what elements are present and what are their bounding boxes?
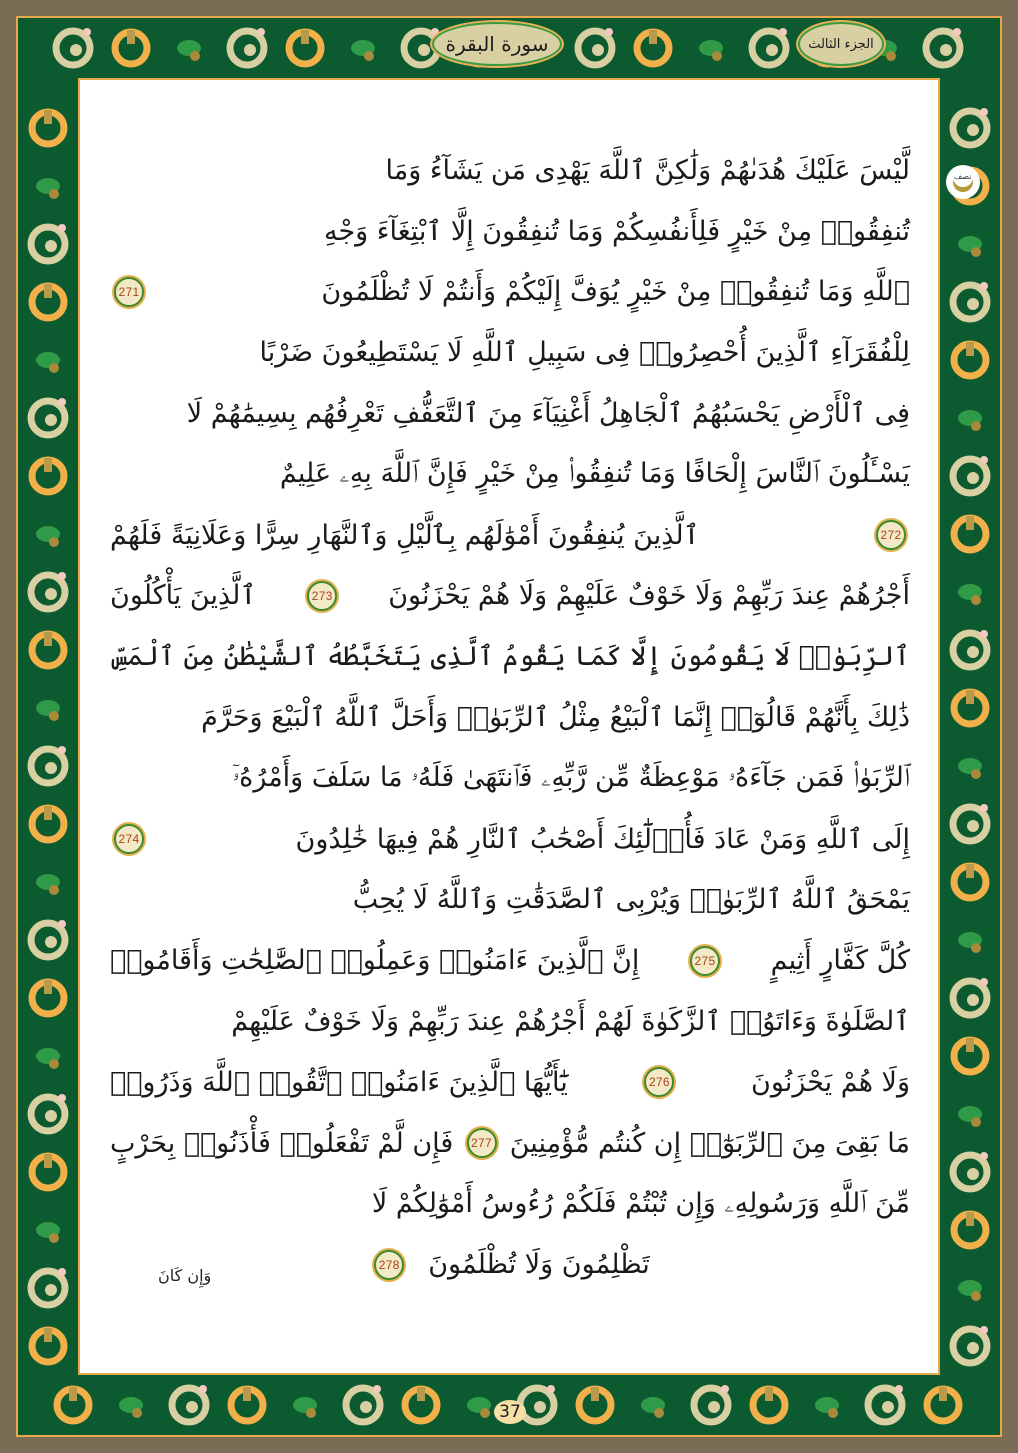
ayah-number-marker: 275 — [690, 946, 720, 976]
hizb-quarter-marker — [946, 165, 980, 199]
pearl-ornament — [721, 1385, 729, 1393]
scroll-ornament-core — [967, 1342, 979, 1354]
bud-ornament — [654, 1408, 664, 1418]
text-line — [110, 383, 910, 444]
ayah-number-marker: 278 — [374, 1250, 404, 1280]
pearl-ornament — [980, 282, 988, 290]
fleur-ornament — [44, 1154, 52, 1168]
pearl-ornament — [373, 1385, 381, 1393]
fleur-ornament — [243, 1387, 251, 1401]
verse-text: لِلْفُقَرَآءِ ٱلَّذِينَ أُحْصِرُوا۟ فِى سَبِيلِ ٱللَّهِ لَا يَسْتَطِيعُونَ ضَرْبًا — [259, 337, 910, 369]
verse-text: ٱلصَّلَوٰةَ وَءَاتَوُا۟ ٱلزَّكَوٰةَ لَهُمْ أَجْرُهُمْ عِندَ رَبِّهِمْ وَلَا خَوْفٌ عَلَيْهِمْ — [231, 1006, 910, 1038]
scroll-ornament-core — [534, 1401, 546, 1413]
bud-ornament — [49, 537, 59, 547]
pearl-ornament — [980, 1152, 988, 1160]
fleur-ornament — [966, 864, 974, 878]
pearl-ornament — [58, 1094, 66, 1102]
bud-ornament — [971, 247, 981, 257]
pearl-ornament — [58, 746, 66, 754]
pearl-ornament — [257, 28, 265, 36]
verse-text: إِلَى ٱللَّهِ وَمَنْ عَادَ فَأُو۟لَٰٓئِكَ أَصْحَٰبُ ٱلنَّارِ هُمْ فِيهَا خَٰلِدُونَ — [295, 823, 910, 855]
text-line — [110, 748, 910, 809]
fleur-ornament — [301, 30, 309, 44]
bud-ornament — [480, 1408, 490, 1418]
verse-text: فَإِن لَّمْ تَفْعَلُوا۟ فَأْذَنُوا۟ بِحَرْبٍ — [110, 1127, 454, 1159]
pearl-ornament — [547, 1385, 555, 1393]
scroll-ornament-core — [592, 44, 604, 56]
scroll-ornament-core — [967, 124, 979, 136]
bud-ornament — [971, 1117, 981, 1127]
scroll-ornament-core — [882, 1401, 894, 1413]
bud-ornament — [306, 1408, 316, 1418]
pearl-ornament — [980, 978, 988, 986]
bud-ornament — [190, 51, 200, 61]
scroll-ornament-core — [45, 1110, 57, 1122]
bud-ornament — [971, 595, 981, 605]
surah-name-cartouche — [432, 22, 562, 66]
pearl-ornament — [58, 572, 66, 580]
surah-name: سورة البقرة — [445, 32, 549, 56]
verse-text: مَا بَقِىَ مِنَ ٱلرِّبَوٰٓا۟ إِن كُنتُم مُّؤْمِنِينَ — [509, 1127, 910, 1159]
fleur-ornament — [939, 1387, 947, 1401]
text-line — [110, 870, 910, 931]
pearl-ornament — [980, 108, 988, 116]
bud-ornament — [971, 943, 981, 953]
text-line — [110, 1113, 910, 1174]
text-line — [110, 1052, 910, 1113]
bud-ornament — [828, 1408, 838, 1418]
bud-ornament — [971, 1291, 981, 1301]
scroll-ornament-core — [766, 44, 778, 56]
text-line — [110, 262, 910, 323]
fleur-ornament — [44, 1328, 52, 1342]
verse-text: يَسْـَٔلُونَ ٱلنَّاسَ إِلْحَافًا وَمَا تُنفِقُوا۟ مِنْ خَيْرٍ فَإِنَّ ٱللَّهَ بِهِۦ عَلِيمٌ — [279, 458, 910, 490]
text-line — [110, 809, 910, 870]
verse-text: ٱللَّهِ وَمَا تُنفِقُوا۟ مِنْ خَيْرٍ يُوَفَّ إِلَيْكُمْ وَأَنتُمْ لَا تُظْلَمُونَ — [321, 276, 910, 308]
verse-text: تَظْلِمُونَ وَلَا تُظْلَمُونَ — [428, 1249, 650, 1281]
text-line — [110, 444, 910, 505]
verse-text: كُلَّ كَفَّارٍ أَثِيمٍ — [770, 945, 910, 977]
page-number: 37 — [494, 1400, 526, 1424]
verse-text: ٱلَّذِينَ يَأْكُلُونَ — [110, 580, 257, 612]
fleur-ornament — [966, 1038, 974, 1052]
catchword: وَإِن كَانَ — [158, 1266, 212, 1285]
verse-text: يَمْحَقُ ٱللَّهُ ٱلرِّبَوٰا۟ وَيُرْبِى ٱلصَّدَقَٰتِ وَٱللَّهُ لَا يُحِبُّ — [352, 884, 910, 916]
bud-ornament — [971, 421, 981, 431]
fleur-ornament — [44, 632, 52, 646]
bud-ornament — [49, 189, 59, 199]
pearl-ornament — [199, 1385, 207, 1393]
text-line — [110, 201, 910, 262]
verse-text: أَجْرُهُمْ عِندَ رَبِّهِمْ وَلَا خَوْفٌ عَلَيْهِمْ وَلَا هُمْ يَحْزَنُونَ — [388, 580, 910, 612]
scroll-ornament-core — [418, 44, 430, 56]
scroll-ornament-core — [244, 44, 256, 56]
fleur-ornament — [417, 1387, 425, 1401]
text-line — [110, 991, 910, 1052]
text-line — [110, 626, 910, 687]
ayah-number-marker: 272 — [876, 520, 906, 550]
scroll-ornament-core — [967, 298, 979, 310]
bud-ornament — [49, 363, 59, 373]
bud-ornament — [49, 711, 59, 721]
pearl-ornament — [779, 28, 787, 36]
verse-text: ٱلرِّبَوٰا۟ فَمَن جَآءَهُۥ مَوْعِظَةٌ مِّن رَّبِّهِۦ فَٱنتَهَىٰ فَلَهُۥ مَا سَلَفَ وَأَمْرُهُۥٓ — [232, 762, 910, 794]
verse-text: مِّنَ ٱللَّهِ وَرَسُولِهِۦ وَإِن تُبْتُمْ فَلَكُمْ رُءُوسُ أَمْوَٰلِكُمْ لَا — [371, 1187, 910, 1219]
verse-text: لَّيْسَ عَلَيْكَ هُدَىٰهُمْ وَلَٰكِنَّ ٱللَّهَ يَهْدِى مَن يَشَآءُ وَمَا — [385, 154, 910, 186]
pearl-ornament — [58, 1268, 66, 1276]
text-line — [110, 1174, 910, 1235]
scroll-ornament-core — [940, 44, 952, 56]
pearl-ornament — [980, 804, 988, 812]
scroll-ornament-core — [708, 1401, 720, 1413]
bud-ornament — [49, 1233, 59, 1243]
scroll-ornament-core — [45, 1284, 57, 1296]
fleur-ornament — [966, 690, 974, 704]
text-line — [110, 930, 910, 991]
pearl-ornament — [83, 28, 91, 36]
fleur-ornament — [966, 342, 974, 356]
scroll-ornament-core — [967, 646, 979, 658]
pearl-ornament — [980, 456, 988, 464]
fleur-ornament — [44, 806, 52, 820]
pearl-ornament — [980, 630, 988, 638]
fleur-ornament — [966, 1212, 974, 1226]
scroll-ornament-core — [45, 762, 57, 774]
ayah-number-marker: 271 — [114, 277, 144, 307]
scroll-ornament-core — [45, 936, 57, 948]
bud-ornament — [49, 1059, 59, 1069]
pearl-ornament — [980, 1326, 988, 1334]
text-line — [110, 505, 910, 566]
verse-text: فِى ٱلْأَرْضِ يَحْسَبُهُمُ ٱلْجَاهِلُ أَغْنِيَآءَ مِنَ ٱلتَّعَفُّفِ تَعْرِفُهُم بِسِيمَٰهُمْ لَا — [186, 398, 910, 430]
scroll-ornament-core — [45, 414, 57, 426]
hizb-marker-label: نصف — [954, 172, 972, 181]
fleur-ornament — [44, 980, 52, 994]
bud-ornament — [712, 51, 722, 61]
fleur-ornament — [649, 30, 657, 44]
fleur-ornament — [44, 458, 52, 472]
pearl-ornament — [953, 28, 961, 36]
scroll-ornament-core — [967, 472, 979, 484]
verse-text: ٱلَّذِينَ يُنفِقُونَ أَمْوَٰلَهُم بِٱلَّيْلِ وَٱلنَّهَارِ سِرًّا وَعَلَانِيَةً فَلَهُمْ — [110, 519, 700, 551]
pearl-ornament — [605, 28, 613, 36]
juz-cartouche — [798, 22, 884, 66]
pearl-ornament — [58, 398, 66, 406]
ayah-number-marker: 273 — [307, 581, 337, 611]
pearl-ornament — [58, 224, 66, 232]
fleur-ornament — [591, 1387, 599, 1401]
text-line — [110, 566, 910, 627]
text-line — [110, 322, 910, 383]
text-line — [110, 1234, 910, 1295]
bud-ornament — [49, 885, 59, 895]
scroll-ornament-core — [45, 240, 57, 252]
verse-text: ٱلرِّبَوٰا۟ لَا يَقُومُونَ إِلَّا كَمَا يَقُومُ ٱلَّذِى يَتَخَبَّطُهُ ٱلشَّيْطَٰنُ مِنَ ٱلْمَسِّ — [111, 641, 910, 673]
ayah-number-marker: 277 — [467, 1128, 497, 1158]
fleur-ornament — [765, 1387, 773, 1401]
bud-ornament — [364, 51, 374, 61]
verse-text: تُنفِقُوا۟ مِنْ خَيْرٍ فَلِأَنفُسِكُمْ وَمَا تُنفِقُونَ إِلَّا ٱبْتِغَآءَ وَجْهِ — [324, 215, 910, 247]
text-line — [110, 140, 910, 201]
ayah-number-marker: 274 — [114, 824, 144, 854]
verse-text: يَٰٓأَيُّهَا ٱلَّذِينَ ءَامَنُوا۟ ٱتَّقُوا۟ ٱللَّهَ وَذَرُوا۟ — [110, 1066, 568, 1098]
verse-text: ذَٰلِكَ بِأَنَّهُمْ قَالُوٓا۟ إِنَّمَا ٱلْبَيْعُ مِثْلُ ٱلرِّبَوٰا۟ وَأَحَلَّ ٱللَّهُ ٱلْبَيْعَ وَحَرَّمَ — [201, 702, 910, 734]
fleur-ornament — [966, 516, 974, 530]
scroll-ornament-core — [967, 1168, 979, 1180]
scroll-ornament-core — [360, 1401, 372, 1413]
scroll-ornament-core — [967, 820, 979, 832]
ayah-number-marker: 276 — [644, 1067, 674, 1097]
quran-text — [110, 140, 910, 1295]
text-line — [110, 687, 910, 748]
scroll-ornament-core — [45, 588, 57, 600]
bud-ornament — [132, 1408, 142, 1418]
juz-label: الجزء الثالث — [808, 36, 874, 52]
scroll-ornament-core — [967, 994, 979, 1006]
fleur-ornament — [69, 1387, 77, 1401]
verse-text: إِنَّ ٱلَّذِينَ ءَامَنُوا۟ وَعَمِلُوا۟ ٱلصَّٰلِحَٰتِ وَأَقَامُوا۟ — [110, 945, 640, 977]
scroll-ornament-core — [70, 44, 82, 56]
fleur-ornament — [44, 284, 52, 298]
scroll-ornament-core — [186, 1401, 198, 1413]
pearl-ornament — [58, 920, 66, 928]
verse-text: وَلَا هُمْ يَحْزَنُونَ — [751, 1066, 910, 1098]
bud-ornament — [971, 769, 981, 779]
fleur-ornament — [44, 110, 52, 124]
bud-ornament — [886, 51, 896, 61]
pearl-ornament — [895, 1385, 903, 1393]
fleur-ornament — [127, 30, 135, 44]
